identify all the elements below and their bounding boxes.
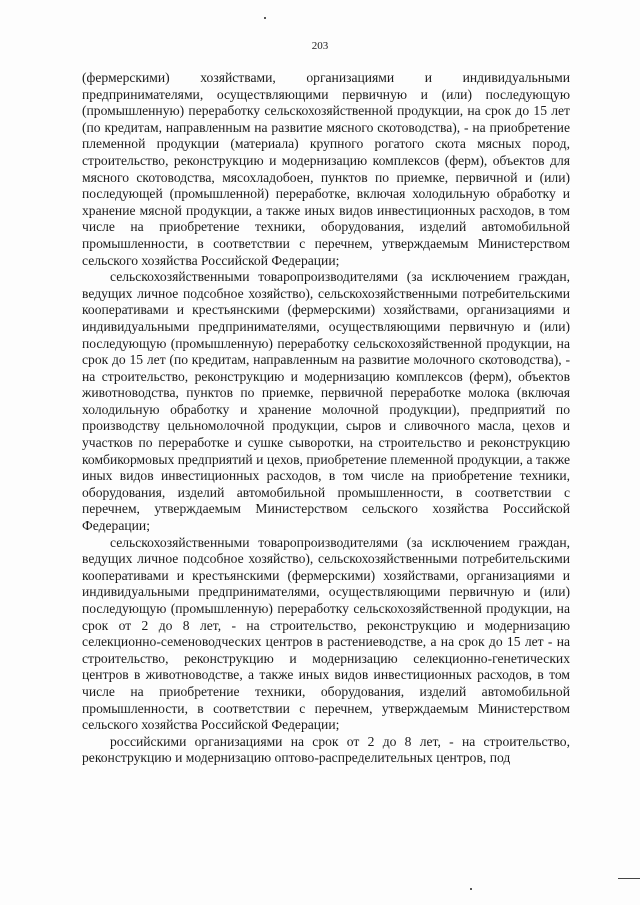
scan-speck [264,17,266,19]
page-number: 203 [311,40,329,52]
paragraph: российскими организациями на срок от 2 до 8 лет, - на строительство, реконструкцию и модернизацию оптово-распределительных центров, под [82,733,570,766]
paragraph: сельскохозяйственными товаропроизводителями (за исключением граждан, ведущих личное подсобное хозяйство), сельскохозяйственными потребительскими кооперативами и крестьянскими (фермерскими) хозяйствами, организациями и индивидуальными предпринимателями, осуществляющими первичную и (или) последующую (промышленную) переработку сельскохозяйственной продукции, на срок от 2 до 8 лет, - на строительство, реконструкцию и модернизацию селекционно-семеноводческих центров в растениеводстве, а на срок до 15 лет - на строительство, реконструкцию и модернизацию селекционно-генетических центров в животноводстве, а также иных видов инвестиционных расходов, в том числе на приобретение техники, оборудования, изделий автомобильной промышленности, в соответствии с перечнем, утверждаемым Министерством сельского хозяйства Российской Федерации; [82,534,570,733]
scan-edge-mark [618,878,640,879]
paragraph: сельскохозяйственными товаропроизводителями (за исключением граждан, ведущих личное подсобное хозяйство), сельскохозяйственными потребительскими кооперативами и крестьянскими (фермерскими) хозяйствами, организациями и индивидуальными предпринимателями, осуществляющими первичную и (или) последующую (промышленную) переработку сельскохозяйственной продукции, на срок до 15 лет (по кредитам, направленным на развитие молочного скотоводства), - на строительство, реконструкцию и модернизацию комплексов (ферм), объектов животноводства, пунктов по приемке, первичной переработке молока (включая холодильную обработку и хранение молочной продукции), предприятий по производству цельномолочной продукции, сыров и сливочного масла, цехов и участков по переработке и сушке сыворотки, на строительство и реконструкцию комбикормовых предприятий и цехов, приобретение племенной продукции, а также иных видов инвестиционных расходов, в том числе на приобретение техники, оборудования, изделий автомобильной промышленности, в соответствии с перечнем, утверждаемым Министерством сельского хозяйства Российской Федерации; [82,269,570,534]
scan-speck [470,888,472,890]
document-body [82,70,570,767]
paragraph-continuation: (фермерскими) хозяйствами, организациями и индивидуальными предпринимателями, осуществляющими первичную и (или) последующую (промышленную) переработку сельскохозяйственной продукции, на срок до 15 лет (по кредитам, направленным на развитие мясного скотоводства), - на приобретение племенной продукции (материала) крупного рогатого скота мясных пород, строительство, реконструкцию и модернизацию комплексов (ферм), объектов для мясного скотоводства, мясохладобоен, пунктов по приемке, первичной и (или) последующей (промышленной) переработке, включая холодильную обработку и хранение мясной продукции, а также иных видов инвестиционных расходов, в том числе на приобретение техники, оборудования, изделий автомобильной промышленности, в соответствии с перечнем, утверждаемым Министерством сельского хозяйства Российской Федерации; [82,70,570,268]
